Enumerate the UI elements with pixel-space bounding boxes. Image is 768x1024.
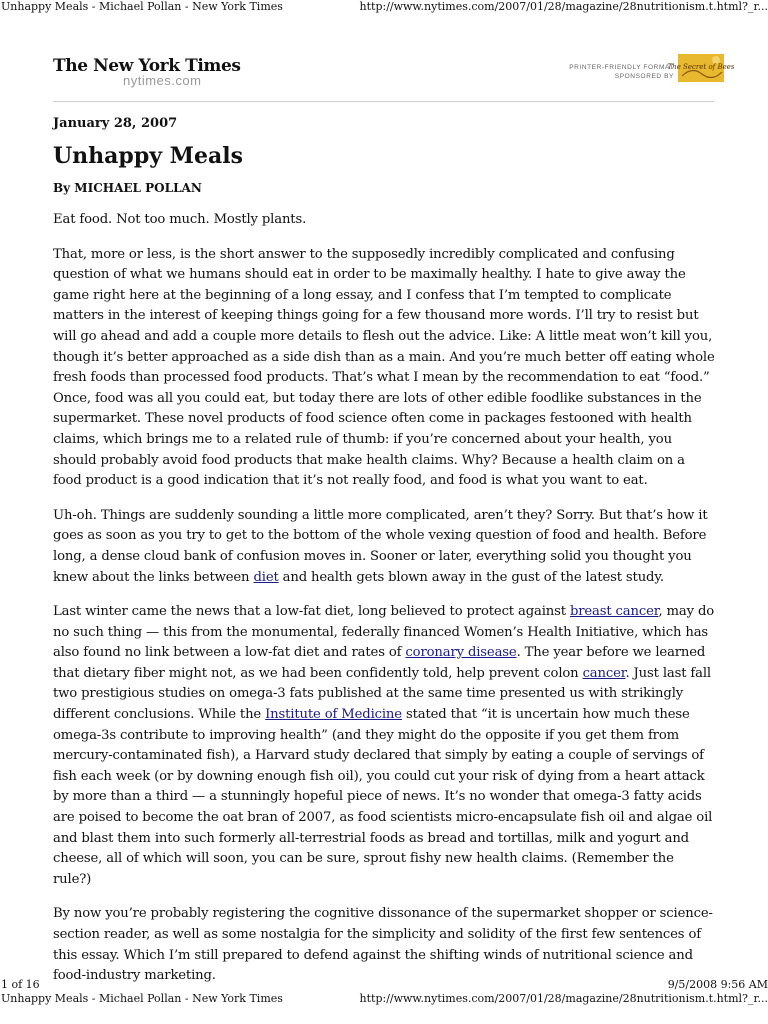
paragraph-4-text-d: . Just last fall two prestigious studies on omega-3 fats published at the same time presented us with strikingly different conclusions. While the: [53, 665, 711, 723]
paragraph-3-text-a: Uh-oh. Things are suddenly sounding a little more complicated, aren’t they? Sorry. But that’s how it goes as soon as you try to get to the bottom of the whole vexing question of food and health. Before long, a dense cloud bank of confusion moves in. Sooner or later, everything solid you thought you knew about the links between: [53, 507, 708, 585]
nyt-domain: nytimes.com: [123, 73, 202, 88]
sponsor-text: [569, 63, 674, 81]
next-page-url: http://www.nytimes.com/2007/01/28/magazine/28nutritionism.t.html?_r...: [359, 992, 768, 1005]
sponsored-by-label: SPONSORED BY: [614, 73, 674, 80]
print-header-url: http://www.nytimes.com/2007/01/28/magazine/28nutritionism.t.html?_r...: [359, 0, 768, 13]
sponsor-ad[interactable]: [667, 54, 735, 82]
paragraph-4-text-a: Last winter came the news that a low-fat diet, long believed to protect against: [53, 604, 570, 620]
link-coronary-disease[interactable]: coronary disease: [405, 645, 517, 661]
link-diet[interactable]: diet: [253, 569, 279, 585]
paragraph-5: By now you’re probably registering the cognitive dissonance of the supermarket shopper or science-section reader, as well as some nostalgia for the simplicity and solidity of the first few sentences of this essay. Which I’m still prepared to defend against the shifting winds of nutritional science and food-industry marketing.: [53, 906, 713, 984]
link-cancer[interactable]: cancer: [582, 665, 626, 681]
sponsor-ad-art: [667, 54, 735, 82]
masthead[interactable]: [53, 56, 253, 92]
nyt-logo[interactable]: The New York Times: [53, 56, 241, 76]
print-header-title: Unhappy Meals - Michael Pollan - New York Times: [1, 0, 283, 13]
print-footer-next-header: [0, 992, 768, 1006]
paragraph-4-text-e: stated that “it is uncertain how much these omega-3s contribute to improving health” (and they might do the opposite if you get them from mercury-contaminated fish), a Harvard study declared that simply by eating a couple of servings of fish each week (or by downing enough fish oil), you could cut your risk of dying from a heart attack by more than a third — a stunningly hopeful piece of news. It’s no wonder that omega-3 fatty acids are poised to become the oat bran of 2007, as food scientists micro-encapsulate fish oil and algae oil and blast them into such formerly all-terrestrial foods as bread and tortillas, milk and yogurt and cheese, all of which will soon, you can be sure, sprout fishy new health claims. (Remember the rule?): [53, 707, 713, 887]
paragraph-4: [53, 602, 715, 890]
article-date: January 28, 2007: [53, 116, 178, 131]
printer-friendly-label: PRINTER-FRIENDLY FORMAT: [569, 64, 674, 71]
article-body: [53, 210, 715, 1001]
next-page-title: Unhappy Meals - Michael Pollan - New York Times: [1, 992, 283, 1005]
link-breast-cancer[interactable]: breast cancer: [569, 604, 659, 620]
paragraph-3: [53, 506, 715, 588]
print-timestamp: 9/5/2008 9:56 AM: [667, 978, 768, 991]
link-institute-of-medicine[interactable]: Institute of Medicine: [265, 707, 402, 723]
header-divider: [53, 101, 714, 102]
print-footer: [0, 978, 768, 992]
article-title: Unhappy Meals: [53, 143, 243, 169]
page-count: 1 of 16: [1, 978, 40, 991]
paragraph-2: That, more or less, is the short answer to the supposedly incredibly complicated and confusing question of what we humans should eat in order to be maximally healthy. I hate to give away the game right here at the beginning of a long essay, and I confess that I’m tempted to complicate matters in the interest of keeping things going for a few thousand more words. I’ll try to resist but will go ahead and add a couple more details to flesh out the advice. Like: A little meat won’t kill you, though it’s better approached as a side dish than as a main. And you’re much better off eating whole fresh foods than processed food products. That’s what I mean by the recommendation to eat “food.” Once, food was all you could eat, but today there are lots of other edible foodlike substances in the supermarket. These novel products of food science often come in packages festooned with health claims, which brings me to a related rule of thumb: if you’re concerned about your health, you should probably avoid food products that make health claims. Why? Because a health claim on a food product is a good indication that it’s not really food, and food is what you want to eat.: [53, 246, 715, 489]
print-header: [0, 0, 768, 14]
sponsor-ad-title: The Secret of Bees: [667, 63, 735, 71]
article-byline: By MICHAEL POLLAN: [53, 181, 202, 195]
paragraph-4-text-c: . The year before we learned that dietary fiber might not, as we had been confidently told, help prevent colon: [53, 645, 706, 681]
paragraph-1: Eat food. Not too much. Mostly plants.: [53, 212, 307, 227]
paragraph-4-text-b: , may do no such thing — this from the monumental, federally financed Women’s Health Initiative, which has also found no link between a low-fat diet and rates of: [53, 604, 715, 661]
paragraph-3-text-b: and health gets blown away in the gust of the latest study.: [278, 569, 664, 585]
